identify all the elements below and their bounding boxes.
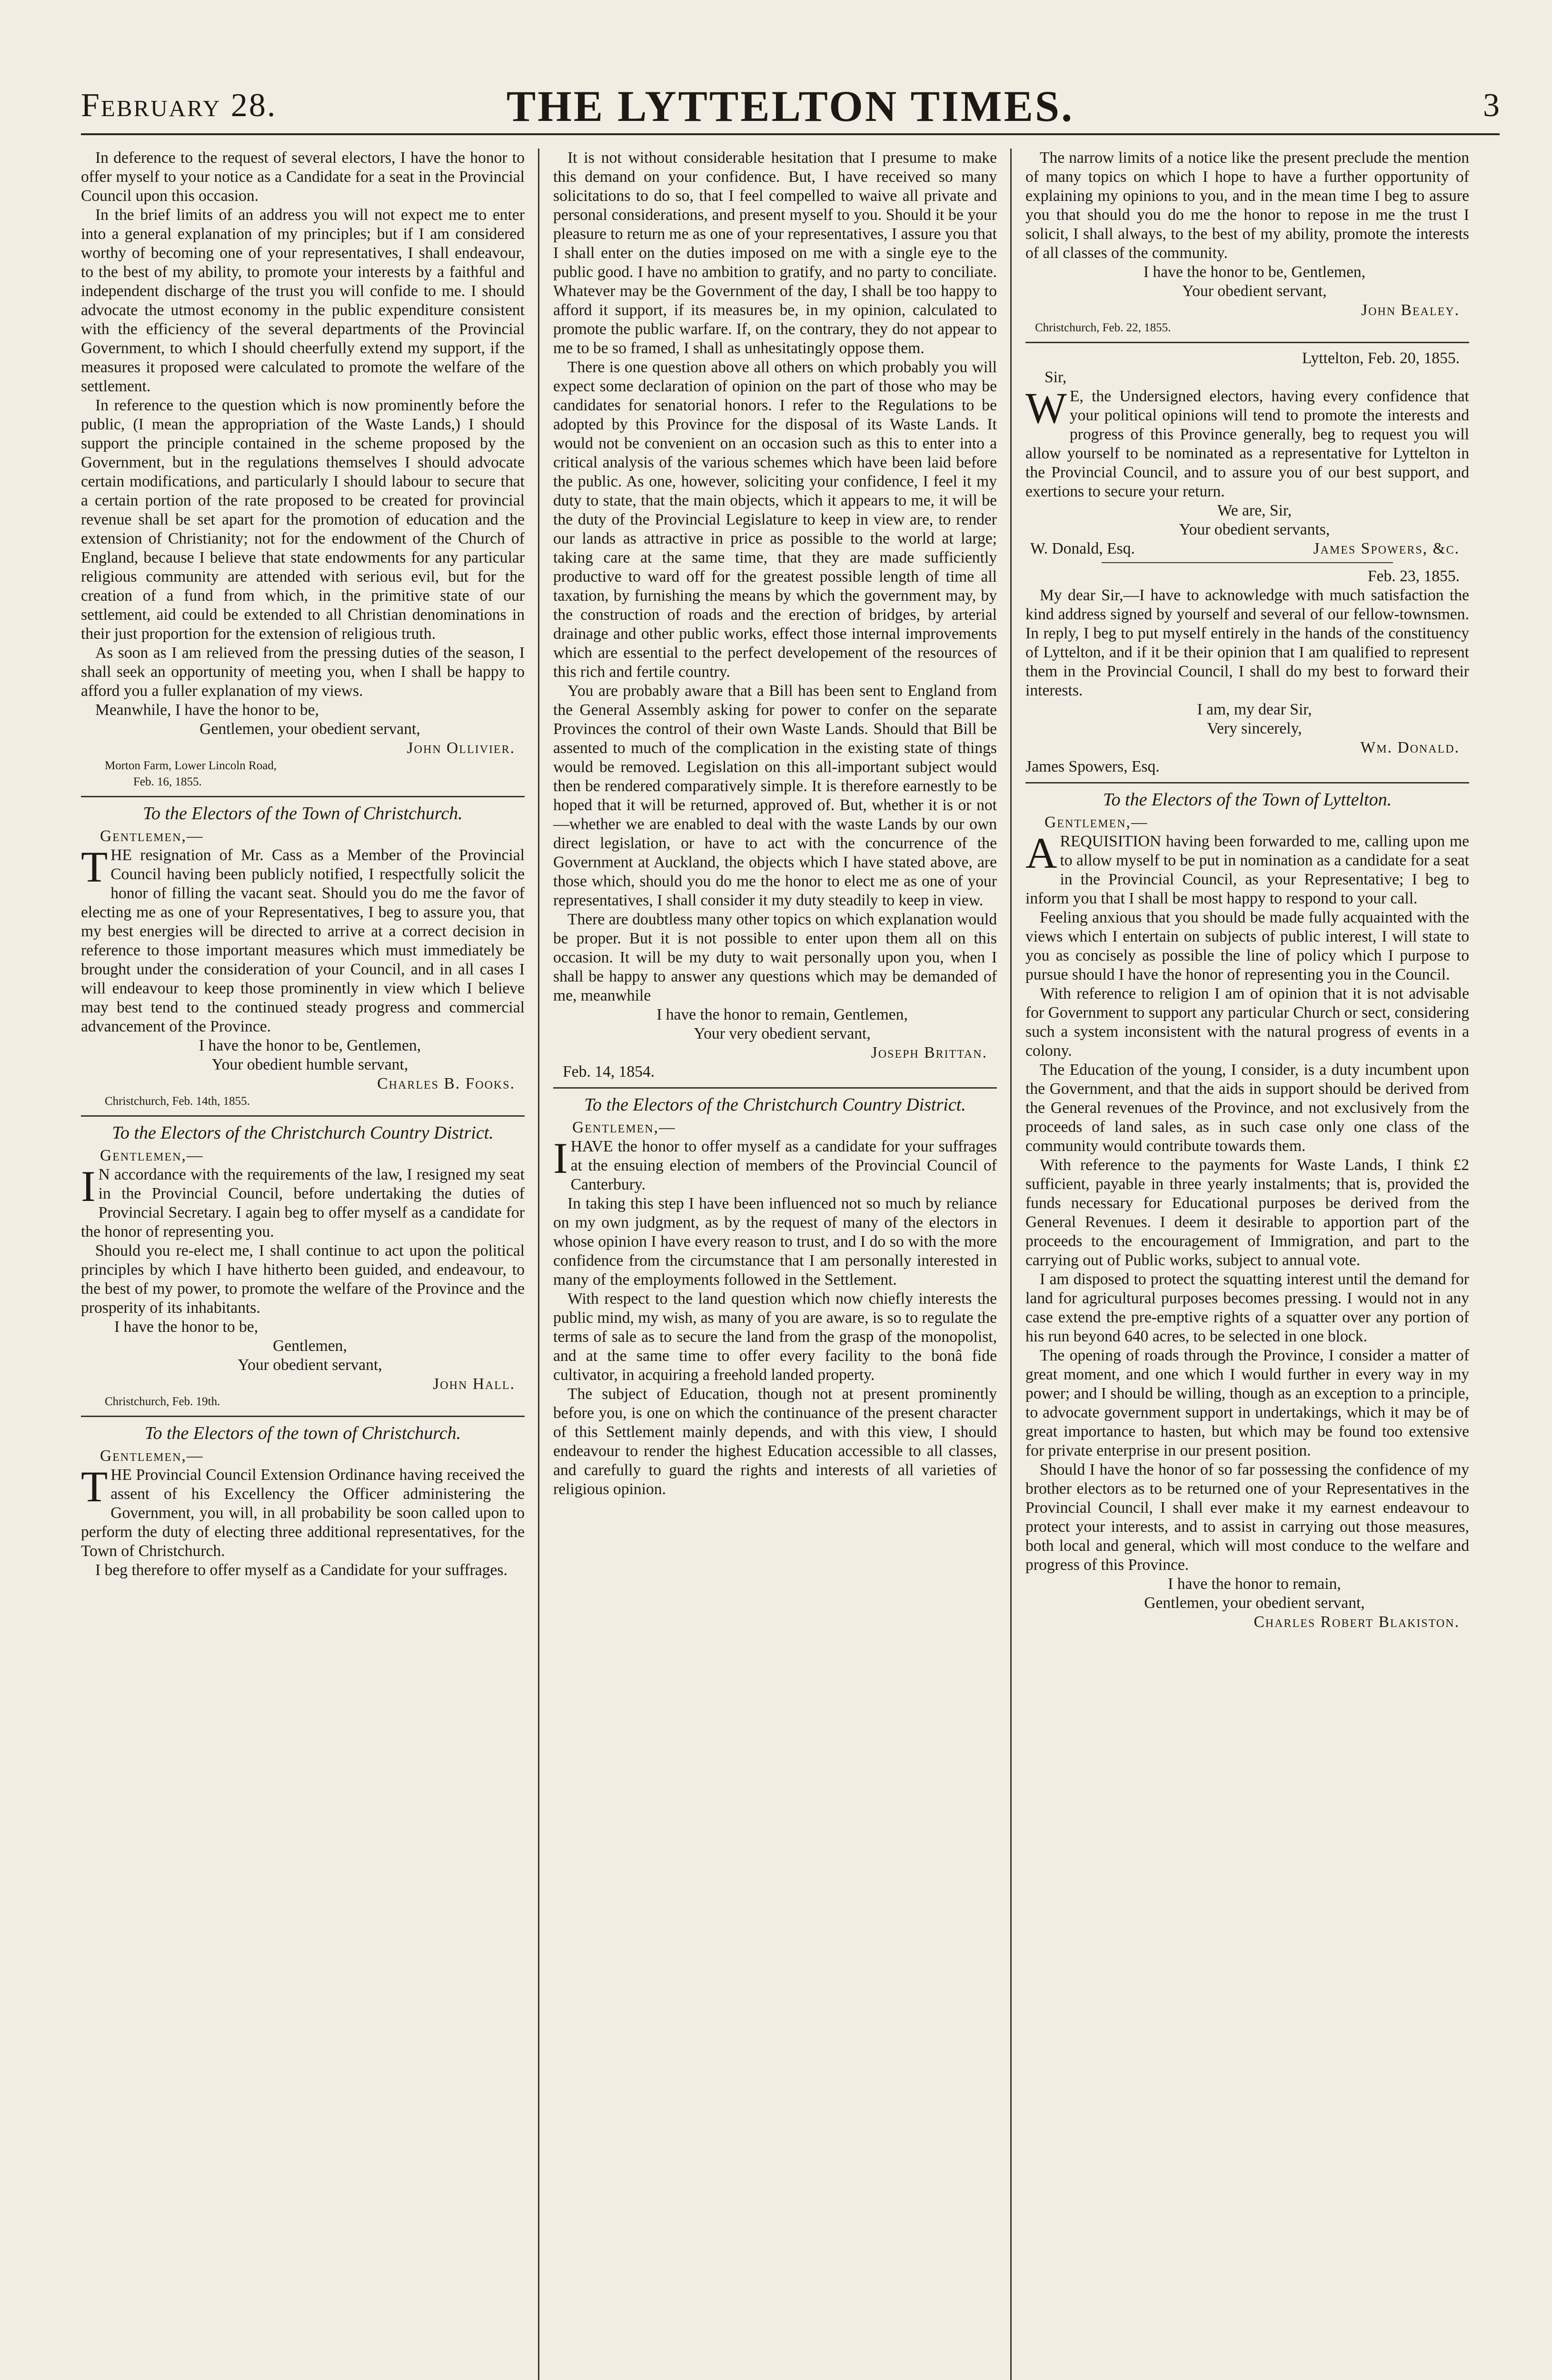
masthead <box>81 81 1500 135</box>
signature: Charles B. Fooks. <box>377 1075 515 1092</box>
closing-line: Your very obedient servant, <box>694 1025 871 1042</box>
advertisement-brittan <box>553 149 997 1081</box>
drop-cap: T <box>81 843 108 891</box>
date-line: Feb. 16, 1855. <box>133 775 202 788</box>
closing-line: Your obedient humble servant, <box>211 1056 408 1073</box>
page-number: 3 <box>1483 87 1500 124</box>
closing-line: I have the honor to be, <box>114 1318 259 1336</box>
paragraph: With reference to the payments for Waste Lands, I think £2 sufficient, payable in three yearly instalments; that is, provided the funds necessary for Educational purposes be derived from the General Revenues. I deem it desirable to apportion part of the proceeds to the encouragement of Immigration, and part to the carrying out of Public works, subject to annual vote. <box>1025 1156 1469 1269</box>
separator <box>1102 562 1393 563</box>
advertisement-country-district <box>553 1094 997 1499</box>
separator <box>81 1115 525 1117</box>
advertisement-blakiston <box>1025 789 1469 1632</box>
newspaper-title: THE LYTTELTON TIMES. <box>506 82 1074 130</box>
column-2 <box>553 149 997 1499</box>
paragraph: With respect to the land question which now chiefly interests the public mind, my wish, as many of you are aware, is so to regulate the terms of sale as to secure the land from the grasp of the monopolist, and at the same time to offer every facility to the bonâ fide cultivator, in acquiring a freehold landed property. <box>553 1290 997 1384</box>
salutation: Gentlemen,— <box>1045 813 1148 831</box>
signature: Wm. Donald. <box>1360 739 1460 756</box>
salutation: Gentlemen,— <box>100 1447 204 1465</box>
paragraph: In deference to the request of several electors, I have the honor to offer myself to your notice as a Candidate for a seat in the Provincial Council upon this occasion. <box>81 149 525 205</box>
issue-date: February 28. <box>81 87 277 124</box>
closing-line: We are, Sir, <box>1217 502 1292 519</box>
advertisement-bealey <box>1025 149 1469 336</box>
paragraph: The Education of the young, I consider, is a duty incumbent upon the Government, and that the aids in support should be derived from the General revenues of the Province, and not exclusively from the proceeds of land sales, as in such case only one class of the community would contribute towards them. <box>1025 1061 1469 1155</box>
paragraph: I beg therefore to offer myself as a Candidate for your suffrages. <box>95 1561 507 1579</box>
drop-cap: T <box>81 1462 108 1511</box>
paragraph: My dear Sir,—I have to acknowledge with much satisfaction the kind address signed by yourself and several of our fellow-townsmen. In reply, I beg to put myself entirely in the hands of the constituency of Lyttelton, and if it be their opinion that I am qualified to represent them in the Provincial Council, I shall do my best to forward their interests. <box>1025 586 1469 699</box>
notice-heading: To the Electors of the Town of Christchurch. <box>143 803 463 823</box>
salutation: Gentlemen,— <box>100 827 204 845</box>
drop-cap: I <box>81 1162 96 1210</box>
paragraph: It is not without considerable hesitation that I presume to make this demand on your confidence. But, I have received so many solicitations to do so, that I feel compelled to waive all private and personal considerations, and present myself to you. Should it be your pleasure to return me as one of your representatives, I assure you that I shall enter on the duties imposed on me with a single eye to the public good. I have no ambition to gratify, and no party to conciliate. Whatever may be the Government of the day, I shall be too happy to afford it support, if its measures be, in my opinion, calculated to promote the public warfare. If, on the contrary, they do not appear to me to be so framed, I shall as unhesitatingly oppose them. <box>553 149 997 357</box>
salutation: Gentlemen,— <box>572 1119 676 1136</box>
closing-line: I am, my dear Sir, <box>1197 701 1312 718</box>
paragraph: Meanwhile, I have the honor to be, <box>95 701 319 719</box>
salutation: Sir, <box>1045 368 1067 386</box>
paragraph: The opening of roads through the Province, I consider a matter of great moment, and one which I would further in every way in my power; and I should be willing, though as an exception to a principle, to advocate government support in undertakings, which it may be of great importance to hasten, but which may be found too extensive for private enterprise in our present position. <box>1025 1347 1469 1459</box>
closing-line: Gentlemen, your obedient servant, <box>1144 1594 1365 1612</box>
separator <box>81 796 525 797</box>
paragraph: I am disposed to protect the squatting interest until the demand for land for agricultural purposes becomes pressing. I would not in any case extend the pre-emptive rights of a squatter over any portion of his run beyond 640 acres, to be selected in one block. <box>1025 1270 1469 1345</box>
closing-line: Very sincerely, <box>1207 720 1302 737</box>
notice-heading: To the Electors of the Christchurch Country District. <box>112 1123 494 1143</box>
column-rule <box>538 149 539 2380</box>
advertisement-christchurch-town <box>81 1423 525 1580</box>
salutation: Gentlemen,— <box>100 1147 204 1164</box>
paragraph: IHAVE the honor to offer myself as a candidate for your suffrages at the ensuing election of members of the Provincial Council of Canterbury. <box>553 1134 997 1193</box>
address-line <box>1025 539 1469 558</box>
paragraph: You are probably aware that a Bill has been sent to England from the General Assembly asking for power to confer on the separate Provinces the control of their own Waste Lands. Should that Bill be assented to much of the complication in the existing state of things would be removed. Legislation on this all-important subject would then be rendered comparatively simple. It is therefore earnestly to be hoped that it will be returned, approved of. But, whether it is or not—whether we are enabled to deal with the waste Lands by our own direct legislation, or have to act with the concurrence of the Government at Auckland, the objects which I have stated above, are those which, should you do me the honor to elect me as one of your representatives, I shall consider it my duty steadily to keep in view. <box>553 682 997 909</box>
paragraph: I N accordance with the requirements of the law, I resigned my seat in the Provincial Council, before undertaking the duties of Provincial Secretary. I again beg to offer myself as a candidate for the honor of representing you. <box>81 1162 525 1240</box>
address-line: Morton Farm, Lower Lincoln Road, <box>105 759 277 772</box>
dateline: Feb. 23, 1855. <box>1367 567 1460 585</box>
date-line: Christchurch, Feb. 19th. <box>105 1395 220 1408</box>
notice-heading: To the Electors of the Christchurch Country District. <box>584 1095 966 1115</box>
closing-line: I have the honor to remain, Gentlemen, <box>657 1006 908 1023</box>
recipient: James Spowers, Esq. <box>1025 758 1160 775</box>
dateline: Lyttelton, Feb. 20, 1855. <box>1302 349 1460 367</box>
signature: James Spowers, &c. <box>1313 540 1460 557</box>
paragraph: W E, the Undersigned electors, having every confidence that your political opinions will tend to promote the interests and progress of this Province generally, beg to request you will allow yourself to be nominated as a representative for Lyttelton in the Provincial Council, and to assure you of our best support, and exertions to secure your return. <box>1025 384 1469 500</box>
paragraph: The narrow limits of a notice like the present preclude the mention of many topics on which I hope to have a further opportunity of explaining my opinions to you, and in the mean time I beg to assure you that should you do me the honor to repose in me the trust I solicit, I shall always, to the best of my ability, promote the interests of all classes of the community. <box>1025 149 1469 262</box>
advertisement-hall <box>81 1122 525 1410</box>
notice-heading: To the Electors of the Town of Lyttelton. <box>1103 790 1392 810</box>
signature: Charles Robert Blakiston. <box>1254 1613 1460 1631</box>
paragraph: Should you re-elect me, I shall continue to act upon the political principles by which I have hitherto been guided, and endeavour, to the best of my power, to promote the welfare of the Province and the prosperity of its inhabitants. <box>81 1242 525 1317</box>
signature: John Ollivier. <box>407 739 515 757</box>
closing-line: Your obedient servant, <box>1182 282 1327 300</box>
paragraph: The subject of Education, though not at present prominently before you, is one on which the continuance of the present character of this Settlement mainly depends, and with this view, I should endeavour to render the highest Education accessible to all classes, and carefully to guard the rights and interests of all varieties of religious opinion. <box>553 1385 997 1498</box>
paragraph: THE Provincial Council Extension Ordinance having received the assent of his Excellency the Officer administering the Government, you will, in all probability be soon called upon to perform the duty of electing three additional representatives, for the Town of Christchurch. <box>81 1462 525 1560</box>
closing-line: I have the honor to be, Gentlemen, <box>199 1037 421 1054</box>
column-3 <box>1025 149 1469 1632</box>
paragraph: Should I have the honor of so far possessing the confidence of my brother electors as to be returned one of your Representatives in the Provincial Council, I shall ever make it my earnest endeavour to protect your interests, and to assist in carrying out those measures, both local and general, which will most conduce to the welfare and progress of this Province. <box>1025 1461 1469 1574</box>
paragraph: As soon as I am relieved from the pressing duties of the season, I shall seek an opportunity of meeting you, when I shall be happy to afford you a fuller explanation of my views. <box>81 644 525 700</box>
paragraph: In reference to the question which is now prominently before the public, (I mean the appropriation of the Waste Lands,) I should support the principle contained in the scheme proposed by the Government, but in the regulations themselves I should advocate certain modifications, and particularly I should labour to secure that a certain portion of the rate proposed to be created for provincial revenue shall be set apart for the promotion of education and the extension of Christianity; not for the endowment of the Church of England, because I believe that state endowments for any particular religious community are attended with serious evil, but for the creation of a fund from which, in the primitive state of our settlement, aid could be extended to all Christian denominations in their just proportion for the extension of religious truth. <box>81 397 525 643</box>
closing-line: I have the honor to remain, <box>1168 1575 1341 1593</box>
notice-heading: To the Electors of the town of Christchurch. <box>144 1423 461 1443</box>
paragraph: THE resignation of Mr. Cass as a Member of the Provincial Council having been publicly notified, I respectfully solicit the honor of filling the vacant seat. Should you do me the favor of electing me as one of your Representatives, I beg to assure you, that my best energies will be directed to arrive at a correct decision in reference to those important measures which must immediately be brought under the consideration of your Council, and in all cases I will endeavour to keep those prominently in view which I believe may best tend to the continued steady progress and commercial advancement of the Province. <box>81 843 525 1035</box>
date-line: Christchurch, Feb. 14th, 1855. <box>105 1095 250 1108</box>
closing-line: Gentlemen, your obedient servant, <box>199 720 420 738</box>
drop-cap: W <box>1025 384 1067 432</box>
signature: John Hall. <box>433 1375 515 1393</box>
separator <box>1025 342 1469 343</box>
column-1 <box>81 149 525 1580</box>
recipient: W. Donald, Esq. <box>1030 540 1135 557</box>
requisition-to-donald <box>1025 349 1469 558</box>
separator <box>553 1087 997 1089</box>
date-line: Feb. 14, 1854. <box>563 1063 655 1081</box>
closing-line: Your obedient servant, <box>238 1356 382 1374</box>
paragraph: AREQUISITION having been forwarded to me, calling upon me to allow myself to be put in nomination as a candidate for a seat in the Provincial Council, as your Representative; I beg to inform you that I shall be most happy to respond to your call. <box>1025 829 1469 907</box>
reply-from-donald <box>1025 567 1469 776</box>
drop-cap: A <box>1025 829 1057 877</box>
signature: John Bealey. <box>1361 301 1460 319</box>
signature: Joseph Brittan. <box>871 1044 987 1061</box>
paragraph: There is one question above all others on which probably you will expect some declaration of opinion on the part of those who may be candidates for senatorial honors. I refer to the Regulations to be adopted by this Province for the disposal of its Waste Lands. It would not be convenient on an occasion such as this to enter into a critical analysis of the various schemes which have been laid before the public. As one, however, soliciting your confidence, I feel it my duty to state, that the main objects, which it appears to me, it will be the duty of the Provincial Legislature to keep in view are, to render our lands as attractive in price as possible to the world at large; taking care at the same time, that they are made sufficiently productive to ward off for the greatest possible length of time all taxation, by furnishing the means by which the government may, by the construction of roads and the erection of bridges, by arterial drainage and other public works, effect those internal improvements which are essential to the perfect developement of the resources of this rich and fertile country. <box>553 358 997 681</box>
separator <box>81 1416 525 1417</box>
closing-line: I have the honor to be, Gentlemen, <box>1143 263 1366 281</box>
closing-line: Your obedient servants, <box>1179 521 1330 538</box>
paragraph: There are doubtless many other topics on which explanation would be proper. But it is not possible to enter upon them all on this occasion. It will be my duty to wait personally upon you, when I shall be happy to answer any questions which may be demanded of me, meanwhile <box>553 911 997 1004</box>
paragraph: In the brief limits of an address you will not expect me to enter into a general explanation of my principles; but if I am considered worthy of becoming one of your representatives, I shall endeavour, to the best of my ability, to promote your interests by a faithful and independent discharge of the trust you will confide to me. I should advocate the utmost economy in the public expenditure consistent with the efficiency of the several departments of the Provincial Government, to which I should cheerfully extend my support, if the measures it proposed were calculated to promote the welfare of the settlement. <box>81 206 525 395</box>
date-line: Christchurch, Feb. 22, 1855. <box>1035 321 1171 334</box>
paragraph: With reference to religion I am of opinion that it is not advisable for Government to support any particular Church or sect, considering such a system inconsistent with the natural progress of events in a colony. <box>1025 985 1469 1060</box>
separator <box>1025 782 1469 783</box>
paragraph: In taking this step I have been influenced not so much by reliance on my own judgment, as by the request of many of the electors in whose opinion I have every reason to trust, and I do so with the more confidence from the circumstance that I am personally interested in many of the employments followed in the Settlement. <box>553 1195 997 1289</box>
closing-line: Gentlemen, <box>273 1337 347 1355</box>
column-rule <box>1010 149 1012 2380</box>
drop-cap: I <box>553 1134 568 1182</box>
advertisement-ollivier <box>81 149 525 790</box>
paragraph: Feeling anxious that you should be made fully acquainted with the views which I entertain on subjects of public interest, I will state to you as concisely as possible the line of policy which I purpose to pursue should I have the honor of representing you in the Council. <box>1025 909 1469 983</box>
advertisement-fooks <box>81 803 525 1110</box>
